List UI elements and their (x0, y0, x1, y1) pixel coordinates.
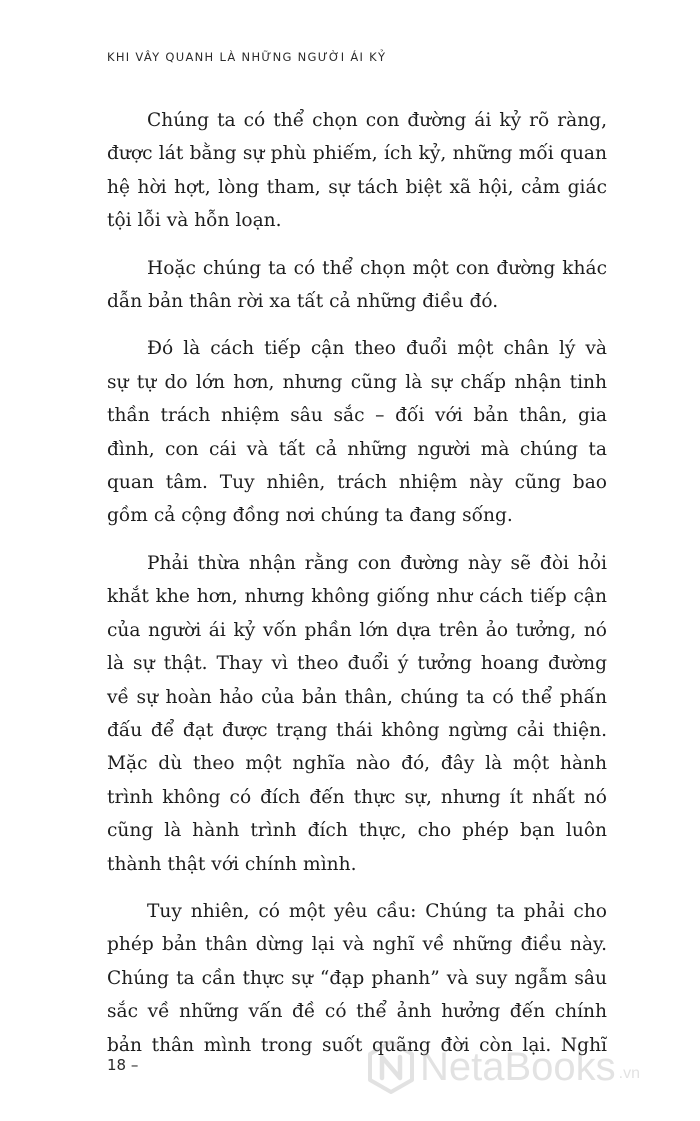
watermark-suffix: .vn (618, 1065, 641, 1082)
text-line: tội lỗi và hỗn loạn. (107, 210, 282, 232)
text-line: sắc về những vấn đề có thể ảnh hưởng đến chính (107, 1001, 607, 1023)
text-line: Phải thừa nhận rằng con đường này sẽ đòi hỏi (147, 552, 607, 574)
watermark (368, 1040, 640, 1094)
text-line: Chúng ta có thể chọn con đường ái kỷ rõ ràng, (147, 110, 607, 131)
text-line: Chúng ta cần thực sự “đạp phanh” và suy ngẫm sâu (107, 967, 607, 989)
netabooks-logo-icon (368, 1040, 414, 1094)
text-line: hệ hời hợt, lòng tham, sự tách biệt xã hội, cảm giác (107, 176, 607, 198)
text-line: thần trách nhiệm sâu sắc – đối với bản thân, gia (107, 405, 607, 427)
page-number: 18 – (107, 1056, 139, 1074)
text-line: được lát bằng sự phù phiếm, ích kỷ, những mối quan (107, 143, 607, 165)
text-line: gồm cả cộng đồng nơi chúng ta đang sống. (107, 505, 513, 527)
text-line: trình không có đích đến thực sự, nhưng ít nhất nó (107, 786, 607, 808)
text-line: Hoặc chúng ta có thể chọn một con đường khác (147, 257, 607, 279)
text-line: phép bản thân dừng lại và nghĩ về những điều này. (107, 934, 607, 956)
text-line: sự tự do lớn hơn, nhưng cũng là sự chấp nhận tinh (107, 371, 607, 393)
text-line: là sự thật. Thay vì theo đuổi ý tưởng hoang đường (107, 653, 607, 675)
paragraph-5 (107, 895, 607, 1062)
text-line: Đó là cách tiếp cận theo đuổi một chân lý và (147, 338, 607, 360)
page-body-text (107, 104, 607, 1076)
text-line: Mặc dù theo một nghĩa nào đó, đây là một hành (107, 753, 607, 775)
paragraph-3 (107, 332, 607, 532)
text-line: Tuy nhiên, có một yêu cầu: Chúng ta phải cho (147, 900, 607, 922)
text-line: thành thật với chính mình. (107, 853, 357, 875)
text-line: khắt khe hơn, nhưng không giống như cách tiếp cận (107, 586, 607, 608)
text-line: dẫn bản thân rời xa tất cả những điều đó. (107, 291, 499, 313)
paragraph-1 (107, 104, 607, 238)
text-line: của người ái kỷ vốn phần lớn dựa trên ảo tưởng, nó (107, 619, 607, 641)
text-line: cũng là hành trình đích thực, cho phép bạn luôn (107, 820, 607, 842)
text-line: đình, con cái và tất cả những người mà chúng ta (107, 438, 607, 460)
text-line: đấu để đạt được trạng thái không ngừng cải thiện. (107, 719, 607, 741)
watermark-brand: NetaBooks (420, 1044, 616, 1089)
text-line: bản thân mình trong suốt quãng đời còn lại. Nghĩ (107, 1034, 607, 1056)
text-line: quan tâm. Tuy nhiên, trách nhiệm này cũng bao (107, 472, 607, 494)
text-line: về sự hoàn hảo của bản thân, chúng ta có thể phấn (107, 686, 607, 708)
running-header: KHI VÂY QUANH LÀ NHỮNG NGƯỜI ÁI KỶ (107, 50, 387, 64)
paragraph-2 (107, 252, 607, 319)
paragraph-4 (107, 547, 607, 881)
